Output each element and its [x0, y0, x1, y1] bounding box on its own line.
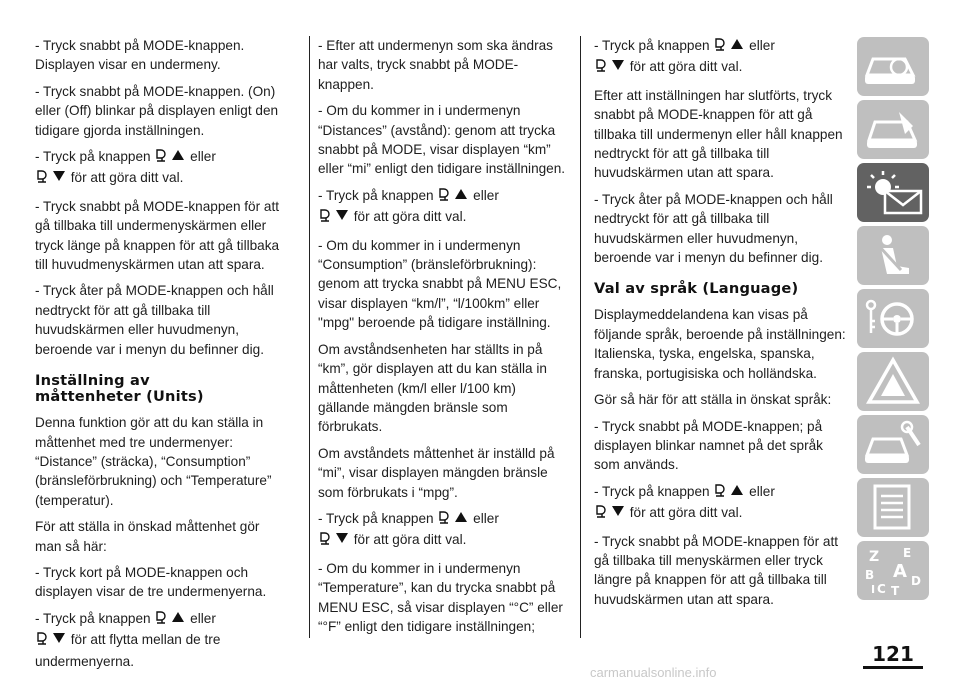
warning-light-message-icon	[857, 163, 929, 222]
text-column-3	[594, 36, 846, 616]
text: eller	[473, 187, 499, 203]
button-down-icon	[319, 530, 349, 551]
paragraph: - Tryck snabbt på MODE-knappen för att gå tillbaka till undermenyskärmen eller tryck länge på knappen för att gå tillbaka till huvudmenyskärmen utan att spara.	[35, 198, 280, 273]
index-letter: B	[865, 568, 875, 582]
tab-safety[interactable]	[857, 226, 929, 285]
text: eller	[749, 38, 775, 53]
button-up-icon	[438, 186, 468, 207]
text: - Tryck på knappen	[594, 38, 710, 53]
index-letter: A	[893, 561, 907, 582]
paragraph: För att ställa in önskad måttenhet gör man så här:	[35, 519, 260, 554]
button-up-icon	[714, 482, 744, 503]
tab-warning-lights[interactable]	[857, 163, 929, 222]
emergency-triangle-icon	[857, 352, 929, 411]
paragraph-with-icons	[594, 36, 846, 79]
text: - Tryck på knappen	[318, 510, 434, 526]
section-heading: Val av språk (Language)	[594, 280, 799, 298]
tab-doors[interactable]	[857, 100, 929, 159]
text: eller	[190, 610, 216, 626]
car-wrench-icon	[857, 415, 929, 474]
button-up-icon	[438, 509, 468, 530]
button-down-icon	[36, 168, 66, 189]
car-dashboard-icon	[857, 37, 929, 96]
text: för att göra ditt val.	[353, 532, 467, 548]
paragraph-with-icons	[318, 186, 570, 229]
paragraph: Om avståndsenheten har ställts in på “km”, gör displayen att du kan ställa in måttenheten (km/l eller l/100 km) gällande mängden bränsle som förbrukats.	[318, 341, 547, 435]
section-heading	[35, 373, 287, 405]
column-divider	[309, 36, 310, 638]
button-down-icon	[36, 630, 66, 651]
paragraph: - Om du kommer in i undermenyn “Consumption” (bränsleförbrukning): genom att trycka snabbt på MENU ESC, visar displayen “km/l”, “l/100km” eller "mpg" beroende på tidigare inställning.	[318, 237, 562, 331]
paragraph: Displaymeddelandena kan visas på följande språk, beroende på inställningen: Italienska, tyska, engelska, spanska, franska, portugisiska och holländska.	[594, 307, 846, 381]
column-divider	[580, 36, 581, 638]
text: - Tryck på knappen	[594, 483, 710, 499]
tab-dashboard[interactable]	[857, 37, 929, 96]
text: för att göra ditt val.	[629, 59, 743, 75]
button-down-icon	[595, 57, 625, 78]
paragraph: Om avståndets måttenhet är inställd på “mi”, visar displayen mängden bränsle som förbrukats i “mpg”.	[318, 445, 555, 500]
paragraph: - Tryck snabbt på MODE-knappen; på displayen blinkar namnet på det språk som används.	[594, 418, 823, 473]
index-letter: I	[871, 583, 876, 596]
text: eller	[749, 483, 775, 499]
paragraph: - Tryck snabbt på MODE-knappen. Displayen visar en undermeny.	[35, 38, 245, 73]
paragraph-with-icons	[594, 482, 846, 525]
heading-line: Inställning av	[35, 372, 150, 390]
text-column-1	[35, 36, 287, 678]
paragraph: - Tryck snabbt på MODE-knappen för att gå tillbaka till menyskärmen eller tryck längre på knappen för att gå tillbaka till huvudskärmen utan att spara.	[594, 533, 839, 607]
button-down-icon	[595, 503, 625, 524]
text: för att flytta mellan de tre undermenyerna.	[35, 632, 221, 669]
button-up-icon	[155, 147, 185, 168]
paragraph: - Om du kommer in i undermenyn “Distances” (avstånd): genom att trycka snabbt på MODE, visar displayen “km” eller “mi” enligt den tidigare inställningen.	[318, 103, 566, 177]
steering-wheel-key-icon	[857, 289, 929, 348]
text: - Tryck på knappen	[35, 610, 151, 626]
car-doors-icon	[857, 100, 929, 159]
index-letter: Z	[869, 549, 880, 565]
button-up-icon	[155, 609, 185, 630]
text: - Tryck på knappen	[318, 187, 434, 203]
paragraph: - Om du kommer in i undermenyn “Temperature”, kan du trycka snabbt på MENU ESC, så visar displayen “°C” eller “°F” enligt den tidigare inställningen;	[318, 560, 563, 634]
tab-index[interactable]	[857, 541, 929, 600]
button-up-icon	[714, 36, 744, 57]
page-number: 121	[872, 642, 914, 666]
index-letter: E	[903, 546, 912, 560]
text: för att göra ditt val.	[629, 505, 743, 521]
text: eller	[473, 510, 499, 526]
paragraph: - Tryck åter på MODE-knappen och håll nedtryckt för att gå tillbaka till huvudskärmen eller huvudmenyn, beroende var i menyn du befinner dig.	[594, 191, 833, 266]
text: för att göra ditt val.	[70, 170, 184, 186]
paragraph: Efter att inställningen har slutförts, tryck snabbt på MODE-knappen för att gå tillbaka till undermenyn eller håll knappen nedtryckt för att gå tillbaka till huvudskärmen utan att spara.	[594, 87, 843, 181]
index-letter: D	[911, 574, 921, 588]
tab-maintenance[interactable]	[857, 415, 929, 474]
text-column-2	[318, 36, 570, 643]
text: för att göra ditt val.	[353, 209, 467, 225]
paragraph: - Tryck snabbt på MODE-knappen. (On) eller (Off) blinkar på displayen enligt den tidigare gjorda inställningen.	[35, 83, 279, 138]
specifications-sheet-icon	[857, 478, 929, 537]
paragraph-with-icons	[35, 147, 287, 190]
button-down-icon	[319, 207, 349, 228]
text: - Tryck på knappen	[35, 149, 151, 165]
paragraph: Denna funktion gör att du kan ställa in måttenhet med tre undermenyer: “Distance” (sträcka), “Consumption” (bränsleförbrukning) och “Temperature” (temperatur).	[35, 415, 272, 508]
page-number-underline	[863, 666, 923, 669]
tab-emergency[interactable]	[857, 352, 929, 411]
index-letter: C	[877, 582, 886, 596]
seat-airbag-icon	[857, 226, 929, 285]
watermark: carmanualsonline.info	[590, 665, 717, 680]
paragraph: - Efter att undermenyn som ska ändras har valts, tryck snabbt på MODE-knappen.	[318, 38, 553, 92]
tab-technical-data[interactable]	[857, 478, 929, 537]
heading-line: måttenheter (Units)	[35, 388, 204, 406]
paragraph: - Tryck åter på MODE-knappen och håll nedtryckt för att gå tillbaka till huvudskärmen eller huvudmenyn, beroende var i menyn du befinner dig.	[35, 283, 274, 357]
paragraph-with-icons	[318, 509, 570, 552]
tab-starting-driving[interactable]	[857, 289, 929, 348]
alphabetical-index-icon	[857, 541, 929, 600]
paragraph: Gör så här för att ställa in önskat språk:	[594, 392, 832, 408]
index-letter: T	[891, 584, 900, 598]
text: eller	[190, 149, 216, 165]
paragraph-with-icons	[35, 609, 287, 671]
paragraph: - Tryck kort på MODE-knappen och displayen visar de tre undermenyerna.	[35, 564, 267, 600]
